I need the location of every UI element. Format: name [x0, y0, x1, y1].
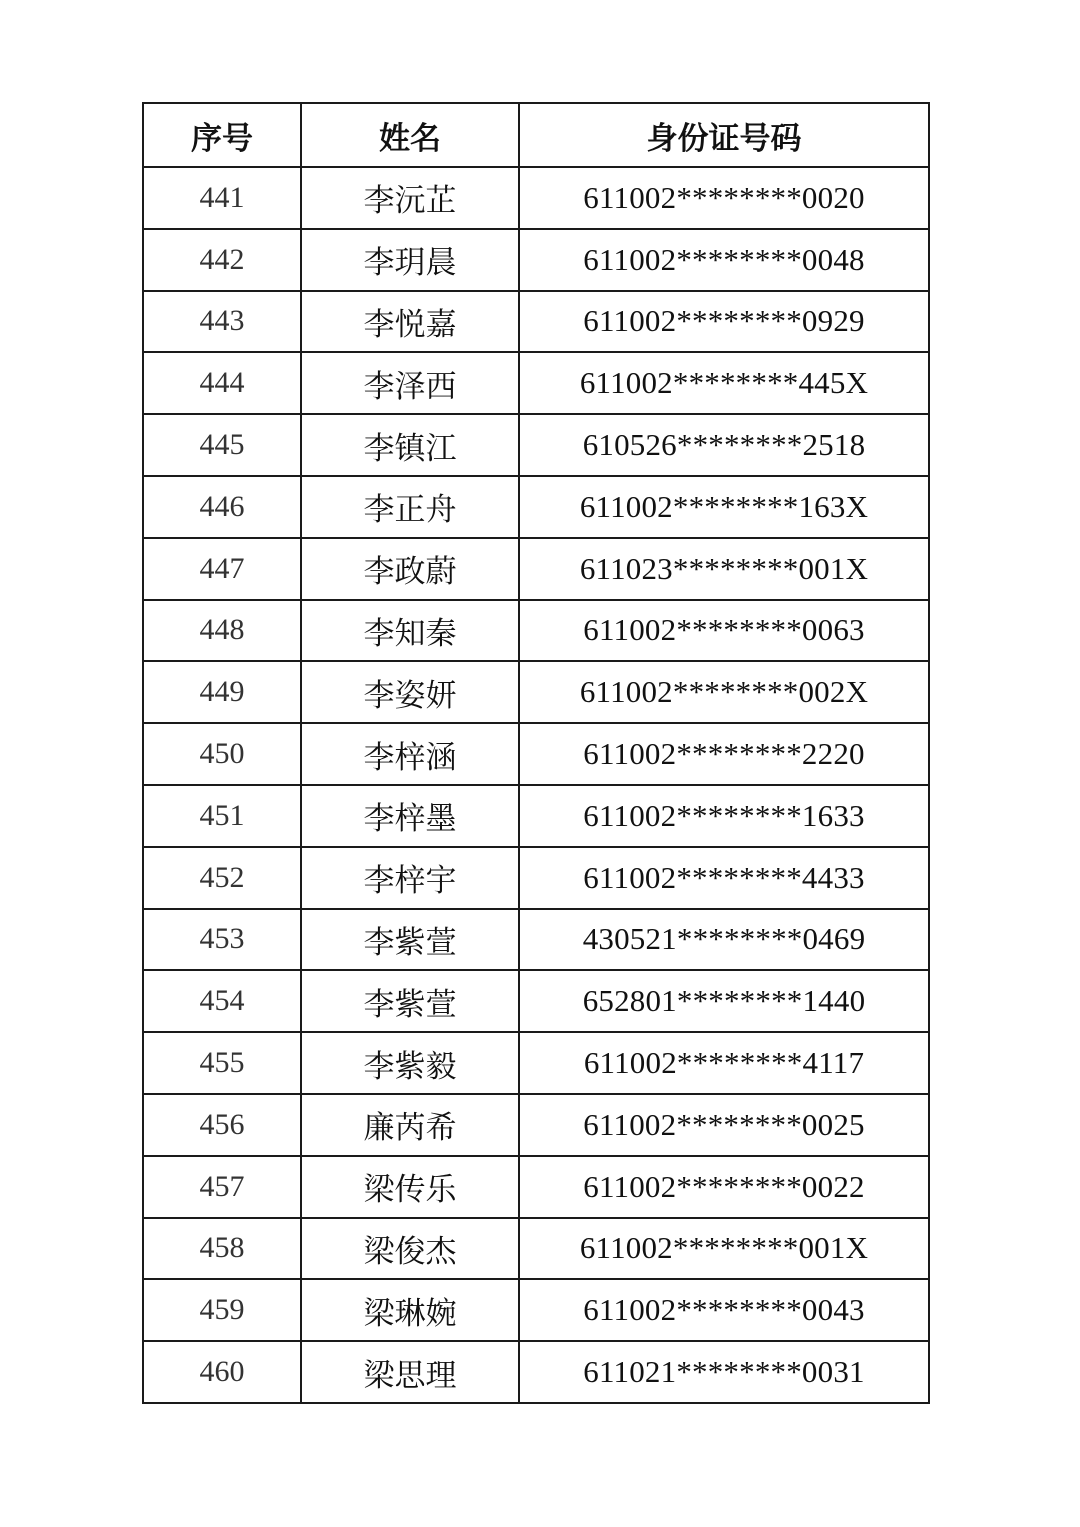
table-row: [143, 1279, 929, 1341]
serial-number-cell: 444: [143, 352, 301, 414]
table-row: [143, 476, 929, 538]
id-number-cell: 611002********163X: [519, 476, 929, 538]
id-number-cell: 611002********4433: [519, 847, 929, 909]
id-number-cell: 611002********0929: [519, 291, 929, 353]
table-header: [143, 103, 929, 167]
serial-number-cell: 460: [143, 1341, 301, 1403]
table-row: [143, 847, 929, 909]
name-cell: 李紫萱: [301, 970, 519, 1032]
name-cell: 梁传乐: [301, 1156, 519, 1218]
table-row: [143, 785, 929, 847]
serial-number-cell: 451: [143, 785, 301, 847]
name-cell: 李紫萱: [301, 909, 519, 971]
name-cell: 李悦嘉: [301, 291, 519, 353]
name-cell: 廉芮希: [301, 1094, 519, 1156]
serial-number-cell: 446: [143, 476, 301, 538]
id-number-cell: 611002********1633: [519, 785, 929, 847]
serial-number-cell: 450: [143, 723, 301, 785]
id-number-cell: 611023********001X: [519, 538, 929, 600]
table-row: [143, 909, 929, 971]
name-cell: 李梓涵: [301, 723, 519, 785]
table-row: [143, 291, 929, 353]
serial-number-cell: 455: [143, 1032, 301, 1094]
serial-number-cell: 459: [143, 1279, 301, 1341]
id-number-cell: 652801********1440: [519, 970, 929, 1032]
name-cell: 李紫毅: [301, 1032, 519, 1094]
name-cell: 李政蔚: [301, 538, 519, 600]
table-row: [143, 538, 929, 600]
serial-number-cell: 445: [143, 414, 301, 476]
name-cell: 李姿妍: [301, 661, 519, 723]
serial-number-cell: 448: [143, 600, 301, 662]
table-row: [143, 1218, 929, 1280]
table-row: [143, 167, 929, 229]
id-number-cell: 610526********2518: [519, 414, 929, 476]
serial-number-cell: 458: [143, 1218, 301, 1280]
name-cell: 李镇江: [301, 414, 519, 476]
id-number-cell: 611002********0025: [519, 1094, 929, 1156]
table-row: [143, 352, 929, 414]
id-number-cell: 611002********445X: [519, 352, 929, 414]
name-cell: 李梓墨: [301, 785, 519, 847]
serial-number-cell: 443: [143, 291, 301, 353]
id-number-cell: 611002********4117: [519, 1032, 929, 1094]
header-serial-number: 序号: [143, 103, 301, 167]
id-number-cell: 611002********0043: [519, 1279, 929, 1341]
header-name: 姓名: [301, 103, 519, 167]
name-cell: 李沅芷: [301, 167, 519, 229]
table-row: [143, 1094, 929, 1156]
name-cell: 李梓宇: [301, 847, 519, 909]
id-number-cell: 611002********0048: [519, 229, 929, 291]
id-number-cell: 611002********0020: [519, 167, 929, 229]
name-cell: 梁琳婉: [301, 1279, 519, 1341]
serial-number-cell: 452: [143, 847, 301, 909]
table-row: [143, 1032, 929, 1094]
header-id-number: 身份证号码: [519, 103, 929, 167]
serial-number-cell: 442: [143, 229, 301, 291]
name-cell: 李泽西: [301, 352, 519, 414]
table-body: [143, 167, 929, 1403]
table-row: [143, 1156, 929, 1218]
name-cell: 李玥晨: [301, 229, 519, 291]
serial-number-cell: 449: [143, 661, 301, 723]
id-number-cell: 430521********0469: [519, 909, 929, 971]
table-row: [143, 414, 929, 476]
name-cell: 梁思理: [301, 1341, 519, 1403]
id-number-cell: 611021********0031: [519, 1341, 929, 1403]
id-number-cell: 611002********0022: [519, 1156, 929, 1218]
serial-number-cell: 453: [143, 909, 301, 971]
serial-number-cell: 441: [143, 167, 301, 229]
id-number-cell: 611002********002X: [519, 661, 929, 723]
table-row: [143, 723, 929, 785]
id-number-cell: 611002********0063: [519, 600, 929, 662]
table-row: [143, 229, 929, 291]
header-row: [143, 103, 929, 167]
serial-number-cell: 457: [143, 1156, 301, 1218]
name-cell: 梁俊杰: [301, 1218, 519, 1280]
table-row: [143, 970, 929, 1032]
serial-number-cell: 454: [143, 970, 301, 1032]
roster-table: [142, 102, 930, 1404]
id-number-cell: 611002********001X: [519, 1218, 929, 1280]
id-number-cell: 611002********2220: [519, 723, 929, 785]
table-row: [143, 661, 929, 723]
table-row: [143, 1341, 929, 1403]
serial-number-cell: 456: [143, 1094, 301, 1156]
name-cell: 李知秦: [301, 600, 519, 662]
serial-number-cell: 447: [143, 538, 301, 600]
table-row: [143, 600, 929, 662]
name-cell: 李正舟: [301, 476, 519, 538]
